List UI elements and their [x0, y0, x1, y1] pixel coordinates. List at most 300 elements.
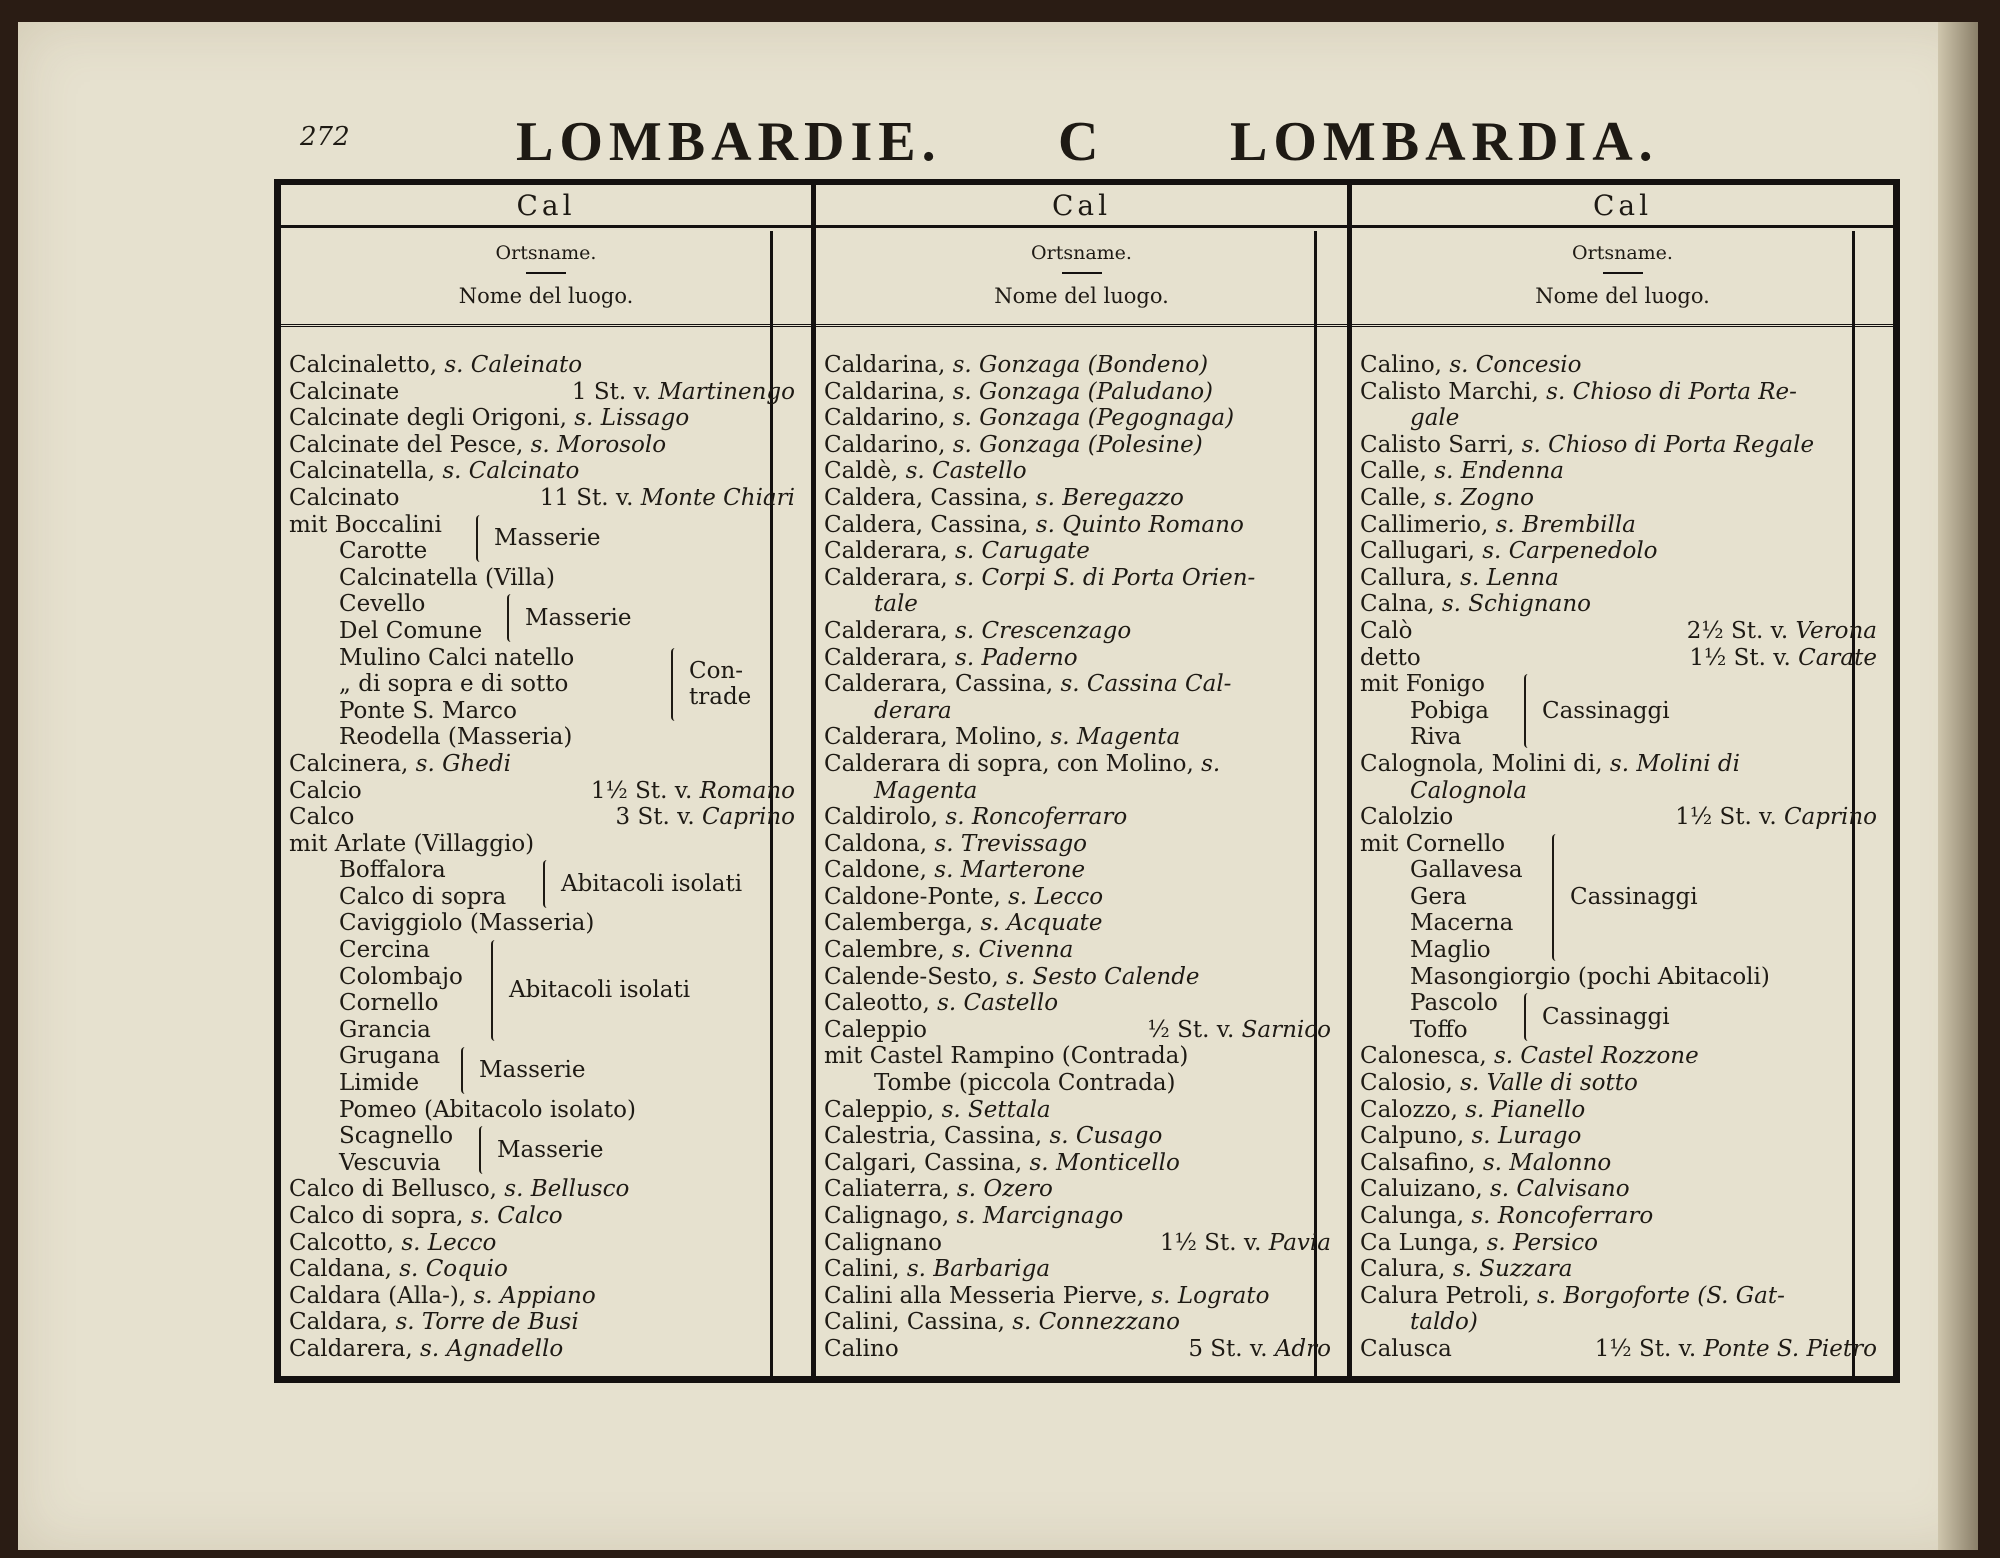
place-name: Calderara, Molino, [824, 724, 1051, 751]
place-name: Tombe (piccola Contrada) [874, 1070, 1176, 1097]
entry-row [281, 352, 811, 379]
place-name: Calosio, [1360, 1070, 1461, 1097]
see-marker: s. [1460, 564, 1487, 591]
see-marker: s. [1521, 431, 1549, 458]
place-name: Caldona, [824, 830, 935, 857]
place-name: Calolzio [1360, 804, 1454, 831]
parish-name: Carpenedolo [1508, 538, 1658, 565]
distance-place: Caprino [1783, 804, 1877, 831]
see-marker: s. [1493, 1043, 1521, 1070]
entry-row [816, 751, 1347, 778]
see-marker: s. [420, 1335, 447, 1362]
brace-label: Abitacoli isolati [561, 870, 743, 897]
entry-row [816, 804, 1347, 831]
brace-group [671, 645, 751, 725]
entry-row [816, 379, 1347, 406]
see-marker: s. [1482, 538, 1509, 565]
place-name: Calderara, Cassina, [824, 671, 1061, 698]
see-marker: s. [934, 857, 961, 884]
brace-icon [543, 860, 551, 907]
entry-row [816, 1309, 1347, 1336]
ortsname-label: Ortsname. [1031, 242, 1132, 264]
place-name: Limide [339, 1070, 420, 1097]
parish-name: Endenna [1460, 458, 1564, 485]
entry-row [816, 910, 1347, 937]
brace-label-part: trade [689, 684, 752, 711]
see-marker: s. [937, 990, 964, 1017]
place-name: Callura, [1360, 564, 1461, 591]
column-3 [1352, 185, 1893, 1376]
place-name: mit Boccalini [289, 511, 442, 538]
parish-name: Magenta [1076, 724, 1181, 751]
place-name: Carotte [339, 538, 428, 565]
distance-place: Verona [1795, 617, 1877, 644]
see-marker: s. [444, 352, 471, 378]
place-name: Gera [1410, 883, 1467, 910]
see-marker: s. [952, 352, 980, 378]
see-marker: s. [1060, 671, 1087, 698]
see-marker: s. [1008, 883, 1035, 910]
column-1 [281, 185, 816, 1376]
distance-place: Romano [699, 777, 795, 804]
entry-row [816, 1176, 1347, 1203]
entry-row [281, 724, 811, 751]
parish-name: gale [1410, 405, 1460, 432]
place-name: Calco di Bellusco, [289, 1176, 505, 1203]
parish-name: Castello [963, 990, 1059, 1017]
distance: 1½ St. v. Ponte S. Pietro [1594, 1335, 1877, 1362]
place-name: Calna, [1360, 591, 1442, 618]
place-name: Calestria, Cassina, [824, 1123, 1050, 1150]
place-name: „ di sopra e di sotto [339, 671, 569, 698]
place-name: Calco [289, 804, 355, 831]
parish-name: Ozero [983, 1176, 1053, 1203]
distance: 5 St. v. Adro [1188, 1335, 1331, 1362]
place-name: Caldarina, [824, 378, 953, 405]
place-name: Riva [1410, 724, 1462, 751]
parish-name: Lecco [1034, 883, 1104, 910]
parish-name: tale [874, 591, 918, 618]
parish-name: Paderno [981, 644, 1078, 671]
brace-icon [1524, 674, 1532, 748]
entry-row [816, 1256, 1347, 1283]
entry-row [1352, 379, 1893, 406]
entry-row [281, 1283, 811, 1310]
distance-place: Monte Chiari [640, 484, 795, 511]
place-name: Calpuno, [1360, 1123, 1472, 1150]
entry-row [1352, 458, 1893, 485]
parish-name: Lecco [427, 1229, 497, 1256]
entry-row [816, 618, 1347, 645]
place-name: Reodella (Masseria) [339, 724, 573, 751]
see-marker: s. [415, 750, 443, 777]
see-marker: s. [1441, 591, 1469, 618]
parish-name: Corpi S. di Porta Orien- [981, 564, 1256, 591]
parish-name: Molini di [1636, 750, 1740, 777]
place-name: Calcinaletto, [289, 352, 445, 378]
entry-row [1352, 1230, 1893, 1257]
see-marker: s. [1012, 1309, 1039, 1336]
place-name: Calende-Sesto, [824, 963, 1007, 990]
see-marker: s. [952, 378, 980, 405]
parish-name: Castel Rozzone [1520, 1043, 1699, 1070]
entry-row [816, 778, 1347, 805]
ortsname-label: Ortsname. [495, 242, 597, 264]
distance: 1 St. v. Martinengo [571, 378, 795, 405]
column-header: Cal [281, 185, 811, 228]
place-name: Scagnello [339, 1123, 454, 1150]
ortsname-label: Ortsname. [1572, 242, 1673, 264]
distance-place: Caprino [701, 804, 795, 831]
brace-label: Abitacoli isolati [509, 977, 691, 1004]
see-marker: s. [906, 1256, 934, 1283]
place-name: Calle, [1360, 458, 1435, 485]
see-marker: s. [1546, 378, 1573, 405]
place-name: Ca Lunga, [1360, 1229, 1487, 1256]
see-marker: s. [395, 1309, 422, 1336]
parish-name: Settala [968, 1096, 1051, 1123]
place-name: Ponte S. Marco [339, 697, 517, 724]
place-name: Calderara, [824, 617, 956, 644]
entry-row [816, 645, 1347, 672]
parish-name: Marterone [960, 857, 1086, 884]
distance: 1½ St. v. Pavia [1160, 1229, 1331, 1256]
place-name: Caldara, [289, 1309, 396, 1336]
place-name: Caldone-Ponte, [824, 883, 1009, 910]
entry-row [1352, 538, 1893, 565]
place-name: Cornello [339, 990, 439, 1017]
brace-label: Masserie [525, 604, 632, 631]
entry-row [281, 831, 811, 858]
see-marker: s. [1035, 484, 1063, 511]
entry-row [1352, 964, 1893, 991]
parish-name: Valle di sotto [1486, 1070, 1638, 1097]
parish-name: derara [874, 697, 952, 724]
parish-name: Persico [1513, 1229, 1598, 1256]
see-marker: s. [1050, 724, 1077, 751]
place-name: Colombajo [339, 963, 463, 990]
place-name: Calura, [1360, 1256, 1453, 1283]
place-name: Calino [824, 1335, 899, 1362]
entry-row [816, 964, 1347, 991]
parish-name: Chioso di Porta Regale [1548, 431, 1815, 458]
place-name: Calderara, [824, 564, 956, 591]
place-name: Calle, [1360, 484, 1435, 511]
entry-row [1352, 405, 1893, 432]
brace-label: Masserie [479, 1057, 586, 1084]
entries [816, 327, 1347, 1363]
entry-row [816, 884, 1347, 911]
page-number: 272 [300, 122, 350, 152]
entry-row [1352, 1283, 1893, 1310]
see-marker: s. [952, 937, 979, 964]
brace-group [1552, 831, 1698, 964]
distance: 3 St. v. Caprino [615, 804, 795, 831]
parish-name: Acquate [1006, 910, 1103, 937]
parish-name: Roncoferraro [1497, 1203, 1654, 1229]
distance: 1½ St. v. Romano [590, 777, 795, 804]
place-name: Vescuvia [339, 1149, 441, 1176]
place-name: mit Fonigo [1360, 671, 1486, 698]
entry-row [1352, 1097, 1893, 1124]
distance-place: Carate [1798, 644, 1877, 671]
distance-place: Adro [1274, 1335, 1331, 1362]
see-marker: s. [955, 538, 982, 565]
parish-name: Lenna [1486, 564, 1559, 591]
entry-row [1352, 751, 1893, 778]
brace-label: Cassinaggi [1542, 1003, 1670, 1030]
brace-label [689, 658, 751, 710]
place-name: Calonesca, [1360, 1043, 1494, 1070]
entry-row [281, 1336, 811, 1363]
place-name: Calignano [824, 1229, 942, 1256]
place-name: Calcinato [289, 484, 400, 511]
place-name: Pomeo (Abitacolo isolato) [339, 1096, 636, 1123]
entry-row [816, 831, 1347, 858]
entry-row [281, 565, 811, 592]
entry-row [1352, 1203, 1893, 1230]
place-name: Calcinatella (Villa) [339, 564, 555, 591]
parish-name: Bellusco [530, 1176, 630, 1203]
parish-name: Marcignago [982, 1203, 1124, 1229]
place-name: Calderara, [824, 644, 956, 671]
see-marker: s. [952, 405, 980, 432]
place-name: Caldara (Alla-), [289, 1282, 474, 1309]
see-marker: s. [1536, 1282, 1564, 1309]
parish-name: Roncoferraro [971, 804, 1128, 831]
see-marker: s. [442, 458, 469, 485]
entry-row [281, 405, 811, 432]
parish-name: Ghedi [442, 750, 511, 777]
place-name: Calcinatella, [289, 458, 443, 485]
parish-name: Barbariga [933, 1256, 1051, 1283]
nome-label: Nome del luogo. [994, 284, 1169, 308]
place-name: Calini alla Messeria Pierve, [824, 1282, 1152, 1309]
see-marker: s. [941, 1096, 968, 1123]
place-name: Caldè, [824, 458, 906, 485]
distance: 1½ St. v. Carate [1689, 644, 1877, 671]
place-name: Calini, Cassina, [824, 1309, 1013, 1336]
entry-row [816, 352, 1347, 379]
place-name: Masongiorgio (pochi Abitacoli) [1410, 963, 1770, 990]
parish-name: Coquio [425, 1256, 508, 1283]
place-name: Calembre, [824, 937, 953, 964]
column-subheader [281, 228, 811, 327]
place-name: Pobiga [1410, 697, 1489, 724]
place-name: Pascolo [1410, 990, 1498, 1017]
place-name: Calignago, [824, 1203, 957, 1229]
see-marker: s. [1029, 1149, 1056, 1176]
place-name: Caluizano, [1360, 1176, 1490, 1203]
parish-name: Lissago [600, 405, 690, 432]
entry-row [1352, 645, 1893, 672]
parish-name: Chioso di Porta Re- [1572, 378, 1797, 405]
place-name: Calderara, [824, 538, 956, 565]
entry-row [1352, 1176, 1893, 1203]
parish-name: Crescenzago [981, 617, 1132, 644]
place-name: Calunga, [1360, 1203, 1472, 1229]
brace-group [461, 1044, 585, 1097]
parish-name: Agnadello [446, 1335, 564, 1362]
nome-label: Nome del luogo. [1535, 284, 1710, 308]
entry-row [816, 485, 1347, 512]
place-name: mit Castel Rampino (Contrada) [824, 1043, 1189, 1070]
brace-icon [479, 1126, 487, 1173]
brace-label: Masserie [494, 525, 601, 552]
see-marker: s. [1201, 750, 1221, 777]
parish-name: Beregazzo [1062, 484, 1184, 511]
parish-name: Appiano [499, 1282, 596, 1309]
entry-row [816, 565, 1347, 592]
divider [526, 272, 566, 274]
parish-name: Calognola [1410, 777, 1527, 804]
place-name: Calcinate del Pesce, [289, 431, 531, 458]
entry-row [816, 1043, 1347, 1070]
brace-icon [507, 594, 515, 641]
parish-name: Caleinato [470, 352, 583, 378]
entry-row [281, 1309, 811, 1336]
entry-row [1352, 591, 1893, 618]
see-marker: s. [1471, 1123, 1498, 1150]
parish-name: Connezzano [1038, 1309, 1180, 1336]
place-name: Calemberga, [824, 910, 981, 937]
column-header: Cal [1352, 185, 1893, 228]
entry-row [1352, 485, 1893, 512]
entry-row [1352, 565, 1893, 592]
place-name: Calisto Sarri, [1360, 431, 1522, 458]
place-name: Calò [1360, 617, 1413, 644]
place-name: Caldirolo, [824, 804, 946, 831]
see-marker: s. [399, 1256, 426, 1283]
place-name: Grugana [339, 1043, 441, 1070]
brace-icon [491, 940, 499, 1040]
parish-name: Zogno [1460, 484, 1534, 511]
gazetteer-table [274, 179, 1900, 1383]
brace-icon [671, 648, 679, 722]
place-name: Caleppio [824, 1016, 927, 1043]
see-marker: s. [905, 458, 933, 485]
see-marker: s. [955, 564, 982, 591]
see-marker: s. [504, 1176, 531, 1203]
parish-name: Schignano [1468, 591, 1591, 618]
entry-row [816, 937, 1347, 964]
parish-name: Calvisano [1516, 1176, 1630, 1203]
see-marker: s. [1434, 458, 1461, 485]
place-name: Calusca [1360, 1335, 1452, 1362]
see-marker: s. [1465, 1096, 1492, 1123]
column-subheader [1352, 228, 1893, 327]
brace-group [543, 857, 742, 910]
entry-row [1352, 1256, 1893, 1283]
entry-row [816, 1150, 1347, 1177]
place-name: Calsafino, [1360, 1149, 1483, 1176]
entries [1352, 327, 1893, 1363]
entry-row [1352, 1043, 1893, 1070]
place-name: Calognola, Molini di, [1360, 750, 1610, 777]
place-name: Caldarera, [289, 1335, 421, 1362]
parish-name: Pianello [1491, 1096, 1586, 1123]
entry-row [1352, 432, 1893, 459]
see-marker: s. [1489, 1176, 1517, 1203]
see-marker: s. [473, 1282, 500, 1309]
parish-name: Lograto [1177, 1282, 1270, 1309]
place-name: mit Cornello [1360, 830, 1506, 857]
see-marker: s. [952, 431, 980, 458]
place-name: Calderara di sopra, con Molino, [824, 750, 1202, 777]
entry-row [816, 1070, 1347, 1097]
entry-row [816, 432, 1347, 459]
parish-name: Malonno [1509, 1149, 1612, 1176]
place-name: Calcinate [289, 378, 400, 405]
place-name: Cercina [339, 937, 430, 964]
nome-label: Nome del luogo. [458, 284, 634, 308]
entry-row [816, 1123, 1347, 1150]
place-name: Calini, [824, 1256, 907, 1283]
see-marker: s. [1006, 963, 1033, 990]
place-name: Caldera, Cassina, [824, 484, 1036, 511]
entry-row [816, 591, 1347, 618]
place-name: Calco di sopra, [289, 1203, 471, 1229]
distance-place: Pavia [1268, 1229, 1331, 1256]
entry-row [281, 910, 811, 937]
distance: 2½ St. v. Verona [1686, 617, 1877, 644]
entry-row [816, 1203, 1347, 1230]
entry-row [281, 778, 811, 805]
entry-row [1352, 618, 1893, 645]
place-name: Calura Petroli, [1360, 1282, 1537, 1309]
parish-name: Carugate [981, 538, 1090, 565]
parish-name: Gonzaga (Polesine) [979, 431, 1203, 458]
place-name: Callugari, [1360, 538, 1483, 565]
entry-row [816, 538, 1347, 565]
entry-row [281, 1203, 811, 1230]
parish-name: Civenna [978, 937, 1074, 964]
parish-name: Concesio [1475, 352, 1582, 378]
brace-group [1524, 671, 1670, 751]
brace-group [476, 512, 600, 565]
see-marker: s. [470, 1203, 498, 1229]
entry-row [1352, 1123, 1893, 1150]
see-marker: s. [1049, 1123, 1076, 1150]
parish-name: Torre de Busi [421, 1309, 579, 1336]
place-name: Calco di sopra [339, 883, 507, 910]
brace-group [1524, 990, 1670, 1043]
see-marker: s. [1460, 1070, 1487, 1097]
place-name: Del Comune [339, 617, 483, 644]
entry-row [1352, 1309, 1893, 1336]
see-marker: s. [1151, 1282, 1178, 1309]
page-spine-edge [1938, 22, 1978, 1550]
entry-row [281, 1230, 811, 1257]
see-marker: s. [1035, 511, 1063, 538]
parish-name: Monticello [1055, 1149, 1180, 1176]
place-name: Caldera, Cassina, [824, 511, 1036, 538]
place-name: Caldarino, [824, 431, 953, 458]
place-name: Caviggiolo (Masseria) [339, 910, 595, 937]
book-page [18, 22, 1978, 1550]
distance: 1½ St. v. Caprino [1675, 804, 1877, 831]
parish-name: Brembilla [1522, 511, 1636, 538]
entry-row [816, 671, 1347, 698]
entry-row [281, 458, 811, 485]
parish-name: Castello [932, 458, 1027, 485]
see-marker: s. [1486, 1229, 1514, 1256]
place-name: Caldarina, [824, 352, 953, 378]
brace-label: Cassinaggi [1542, 698, 1670, 725]
parish-name: Suzzara [1479, 1256, 1573, 1283]
place-name: Caleppio, [824, 1096, 942, 1123]
place-name: Calgari, Cassina, [824, 1149, 1030, 1176]
